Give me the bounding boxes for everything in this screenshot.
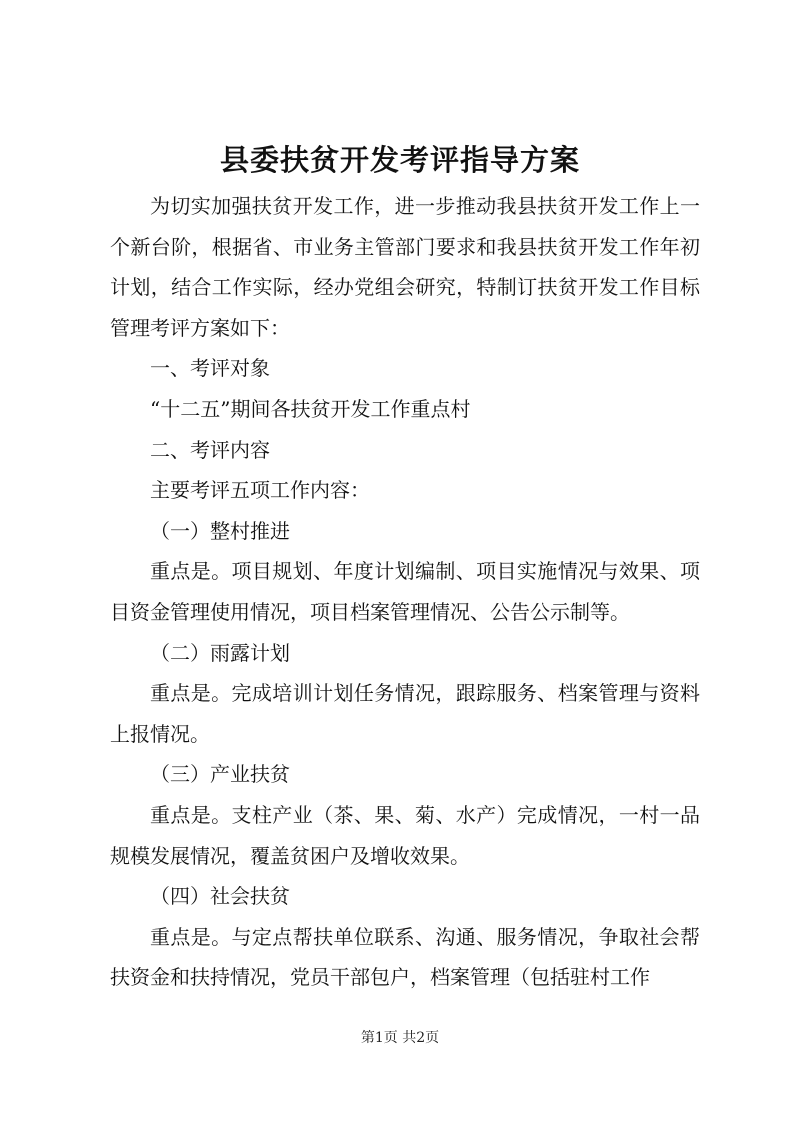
industry-poverty-text: 重点是。支柱产业（茶、果、菊、水产）完成情况，一村一品规模发展情况，覆盖贫困户及增收效果。 <box>110 802 700 868</box>
subsection-heading-industry-poverty: （三）产业扶贫 <box>150 762 290 787</box>
subsection-heading-social-poverty: （四）社会扶贫 <box>150 884 290 909</box>
page-footer: 第1页 共2页 <box>360 1030 440 1046</box>
document-body <box>110 186 700 998</box>
rain-dew-plan-text: 重点是。完成培训计划任务情况，跟踪服务、档案管理与资料上报情况。 <box>110 681 700 746</box>
intro-paragraph: 为切实加强扶贫开发工作，进一步推动我县扶贫开发工作上一个新台阶，根据省、市业务主管部门要求和我县扶贫开发工作年初计划，结合工作实际，经办党组会研究，特制订扶贫开发工作目标管理考评方案如下： <box>110 194 700 340</box>
section-heading-evaluation-target: 一、考评对象 <box>150 356 270 381</box>
evaluation-content-intro: 主要考评五项工作内容： <box>150 478 370 503</box>
social-poverty-text: 重点是。与定点帮扶单位联系、沟通、服务情况，争取社会帮扶资金和扶持情况，党员干部包户，档案管理（包括驻村工作 <box>110 924 700 990</box>
subsection-heading-rain-dew-plan: （二）雨露计划 <box>150 640 290 665</box>
subsection-heading-village-promotion: （一）整村推进 <box>150 518 290 543</box>
document-title: 县委扶贫开发考评指导方案 <box>219 143 580 177</box>
evaluation-target-text: “十二五”期间各扶贫开发工作重点村 <box>150 396 471 421</box>
section-heading-evaluation-content: 二、考评内容 <box>150 437 270 462</box>
village-promotion-text: 重点是。项目规划、年度计划编制、项目实施情况与效果、项目资金管理使用情况，项目档案管理情况、公告公示制等。 <box>110 559 700 624</box>
